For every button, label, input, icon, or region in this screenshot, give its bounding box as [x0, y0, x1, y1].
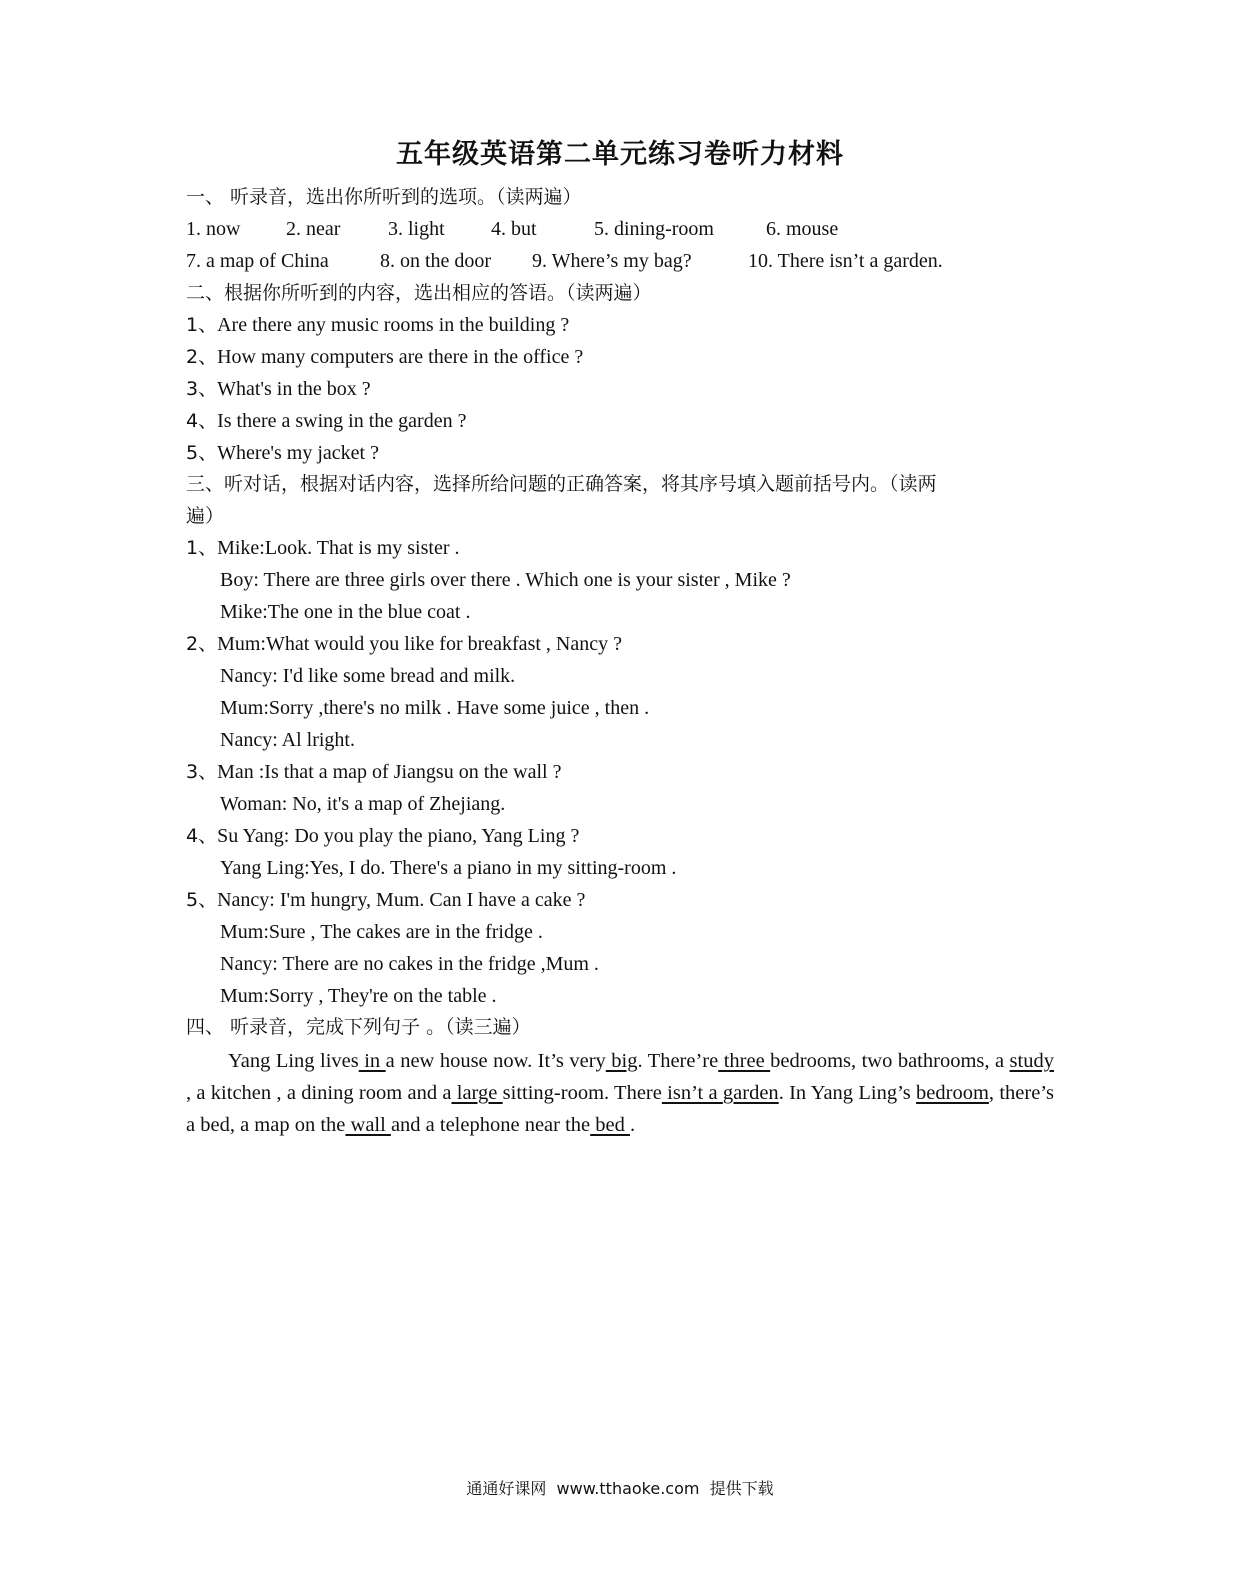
option-item: 8. on the door: [380, 250, 492, 272]
passage-text: . There’re: [637, 1050, 719, 1072]
passage-text: . In Yang Ling’s: [778, 1082, 917, 1104]
answer-blank: three: [718, 1050, 771, 1072]
section-3-heading: 三、听对话，根据对话内容，选择所给问题的正确答案，将其序号填入题前括号内。（读两: [186, 473, 937, 495]
section-2-heading: 二、根据你所听到的内容，选出相应的答语。（读两遍）: [186, 282, 652, 304]
dialogue-line: Nancy: Al lright.: [220, 729, 355, 751]
list-item: 2、How many computers are there in the office ?: [186, 346, 584, 368]
footer-source: 通通好课网 www.tthaoke.com 提供下载: [466, 1479, 774, 1498]
passage-text: Yang Ling lives: [228, 1050, 359, 1072]
dialogue-line: 4、Su Yang: Do you play the piano, Yang Ling ?: [186, 825, 580, 847]
answer-blank: isn’t a: [661, 1082, 723, 1104]
dialogue-line: Nancy: I'd like some bread and milk.: [220, 665, 516, 687]
option-item: 2. near: [286, 218, 341, 240]
option-item: 9. Where’s my bag?: [532, 250, 692, 272]
answer-blank: wall: [345, 1114, 391, 1136]
option-item: 3. light: [388, 218, 445, 240]
answer-blank: study: [1009, 1050, 1054, 1072]
dialogue-line: Nancy: There are no cakes in the fridge ,Mum .: [220, 953, 599, 975]
option-item: 1. now: [186, 218, 241, 240]
passage-text: and a telephone near the: [390, 1114, 591, 1136]
list-item: 1、Are there any music rooms in the building ?: [186, 314, 570, 336]
dialogue-line: 1、Mike:Look. That is my sister .: [186, 537, 460, 559]
passage-text: , there’s a bed, a map on the: [186, 1082, 1054, 1136]
option-item: 5. dining-room: [594, 218, 714, 240]
dialogue-line: Boy: There are three girls over there . Which one is your sister , Mike ?: [220, 569, 791, 591]
document-title: 五年级英语第二单元练习卷听力材料: [396, 139, 844, 170]
option-item: 7. a map of China: [186, 250, 329, 272]
answer-blank: bed: [590, 1114, 631, 1136]
dialogue-line: Mum:Sorry , They're on the table .: [220, 985, 497, 1007]
list-item: 5、Where's my jacket ?: [186, 442, 379, 464]
section-3-heading-cont: 遍）: [186, 505, 225, 527]
section-1-heading: 一、 听录音，选出你所听到的选项。（读两遍）: [186, 186, 582, 208]
answer-blank: bedroom: [916, 1082, 989, 1104]
passage-text: bedrooms, two bathrooms, a: [770, 1050, 1010, 1072]
passage-text: sitting-room. There: [502, 1082, 662, 1104]
list-item: 3、What's in the box ?: [186, 378, 371, 400]
dialogue-line: Mum:Sure , The cakes are in the fridge .: [220, 921, 543, 943]
dialogue-line: Mum:Sorry ,there's no milk . Have some juice , then .: [220, 697, 650, 719]
section-4-heading: 四、 听录音，完成下列句子 。（读三遍）: [186, 1016, 531, 1038]
dialogue-line: 2、Mum:What would you like for breakfast , Nancy ?: [186, 633, 622, 655]
answer-blank: big: [605, 1050, 638, 1072]
dialogue-line: 5、Nancy: I'm hungry, Mum. Can I have a cake ?: [186, 889, 586, 911]
dialogue-line: Woman: No, it's a map of Zhejiang.: [220, 793, 506, 815]
answer-blank: in: [358, 1050, 386, 1072]
dialogue-line: Yang Ling:Yes, I do. There's a piano in my sitting-room .: [220, 857, 677, 879]
dialogue-line: Mike:The one in the blue coat .: [220, 601, 471, 623]
answer-blank: large: [451, 1082, 503, 1104]
option-item: 6. mouse: [766, 218, 839, 240]
answer-blank: garden: [722, 1082, 779, 1104]
list-item: 4、Is there a swing in the garden ?: [186, 410, 467, 432]
option-item: 10. There isn’t a garden.: [748, 250, 943, 272]
option-item: 4. but: [491, 218, 537, 240]
passage-text: , a kitchen , a dining room and a: [186, 1082, 452, 1104]
passage-text: .: [630, 1114, 636, 1136]
fill-in-passage: [186, 1045, 1054, 1141]
passage-text: a new house now. It’s very: [385, 1050, 606, 1072]
dialogue-line: 3、Man :Is that a map of Jiangsu on the wall ?: [186, 761, 562, 783]
